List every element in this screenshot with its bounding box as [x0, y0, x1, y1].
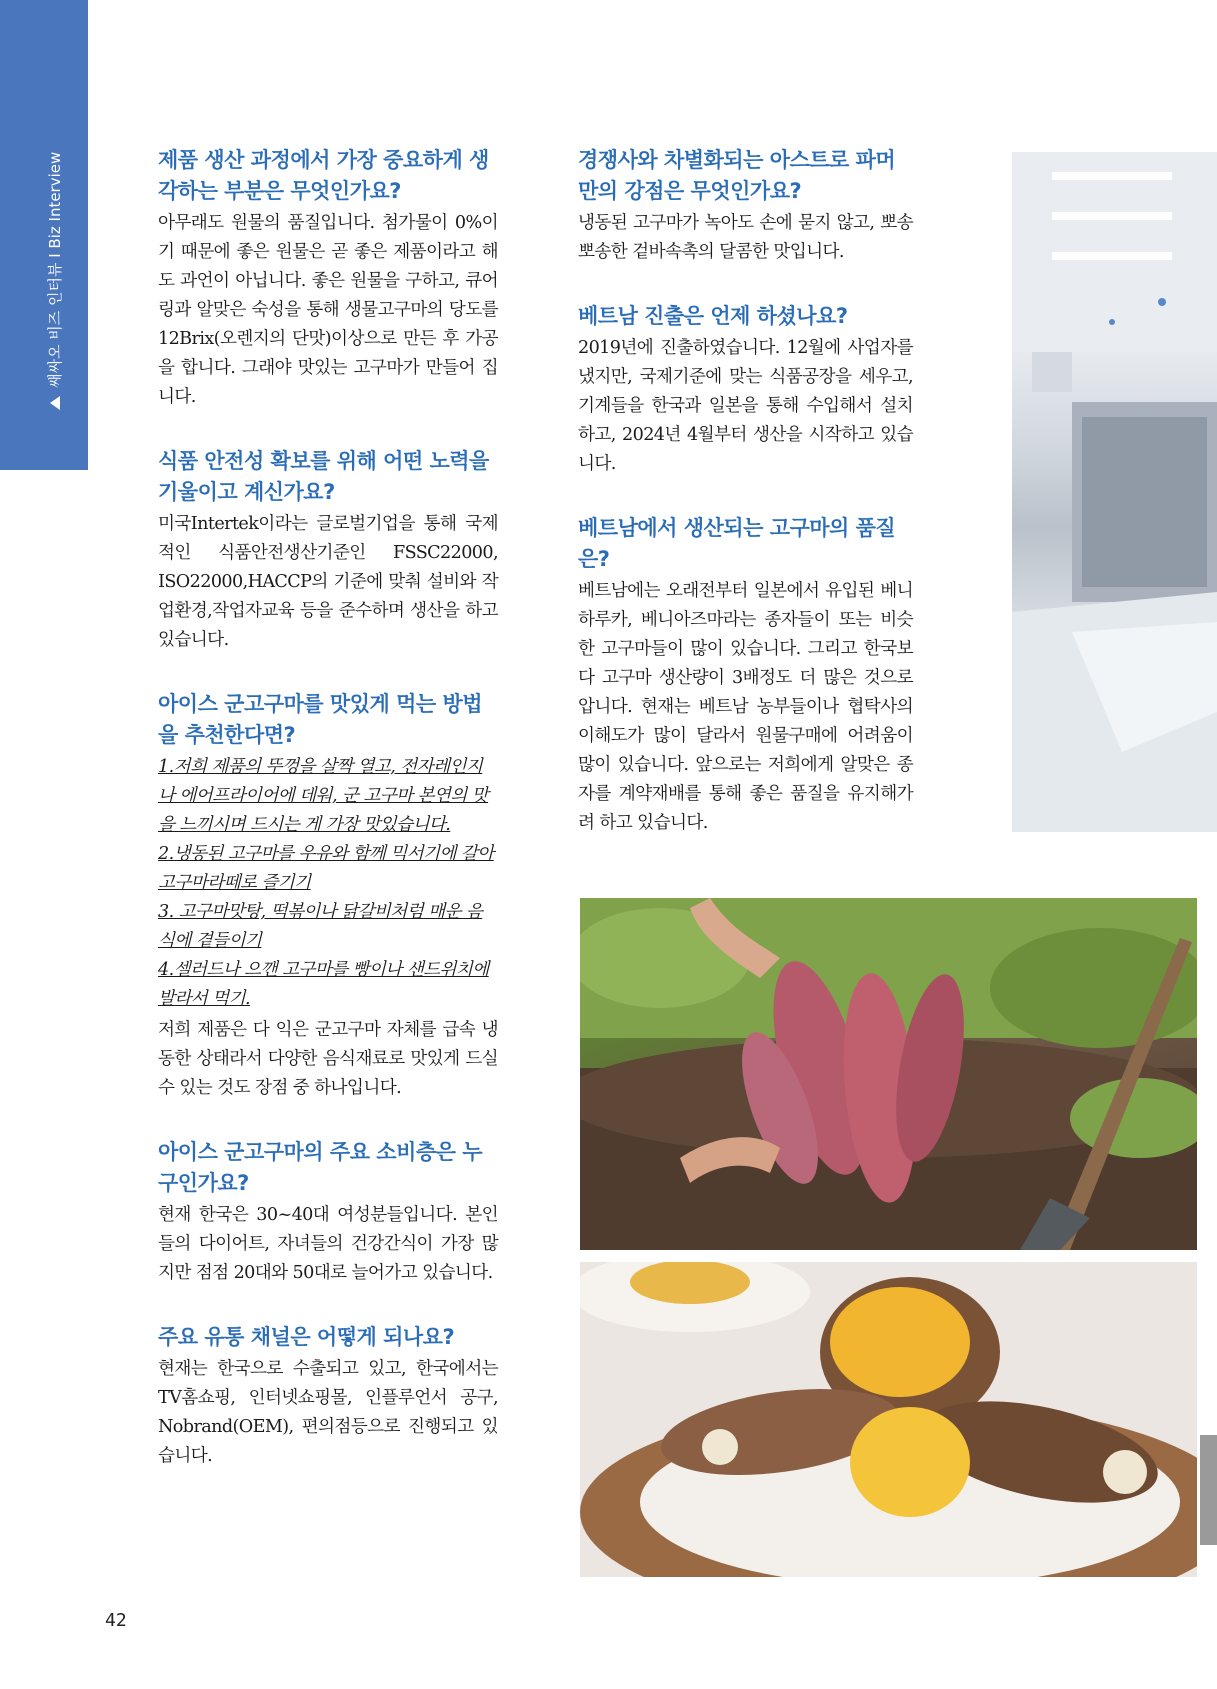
answer-text: 저희 제품은 다 익은 군고구마 자체를 급속 냉동한 상태라서 다양한 음식재료로 맛있게 드실 수 있는 것도 장점 중 하나입니다.: [158, 1020, 498, 1098]
qa-block: [158, 1322, 498, 1471]
answer-text: 냉동된 고구마가 녹아도 손에 묻지 않고, 뽀송뽀송한 겉바속촉의 달콤한 맛입니다.: [578, 213, 913, 262]
qa-block: [578, 301, 913, 479]
question-heading: 베트남 진출은 언제 하셨나요?: [578, 304, 848, 328]
qa-block: [158, 689, 498, 1103]
question-heading: 경쟁사와 차별화되는 아스트로 파머만의 강점은 무엇인가요?: [578, 148, 896, 203]
qa-block: [158, 446, 498, 655]
edge-marker: [1200, 1435, 1217, 1545]
baked-sweet-potato-illustration: [580, 1262, 1197, 1577]
answer-text: 베트남에는 오래전부터 일본에서 유입된 베니하루카, 베니아즈마라는 종자들이 또는 비슷한 고구마들이 많이 있습니다. 그리고 한국보다 고구마 생산량이 3배정도 더 많은 것으로 압니다. 현재는 베트남 농부들이나 협탁사의 이해도가 많이 달라서 원물구매에 어려움이 많이 있습니다. 앞으로는 저희에게 알맞은 종자를 계약재배를 통해 좋은 품질을 유지해가려 하고 있습니다.: [578, 581, 913, 833]
section-tab: [0, 0, 88, 470]
tip-item: 3. 고구마맛탕, 떡볶이나 닭갈비처럼 매운 음식에 곁들이기: [158, 902, 483, 951]
mountain-icon: [50, 396, 60, 410]
baked-sweet-potato-photo: [580, 1262, 1197, 1577]
qa-block: [158, 145, 498, 412]
tip-item: 1.저희 제품의 뚜껑을 살짝 열고, 전자레인지나 에어프라이어에 데워, 군 고구마 본연의 맛을 느끼시며 드시는 게 가장 맛있습니다.: [158, 757, 489, 835]
question-heading: 아이스 군고구마의 주요 소비층은 누구인가요?: [158, 1140, 483, 1195]
factory-photo: [1012, 152, 1217, 832]
question-heading: 주요 유통 채널은 어떻게 되나요?: [158, 1325, 455, 1349]
answer-text: 미국Intertek이라는 글로벌기업을 통해 국제적인 식품안전생산기준인 FSSC22000, ISO22000,HACCP의 기준에 맞춰 설비와 작업환경,작업자교육 등을 준수하며 생산을 하고 있습니다.: [158, 514, 498, 650]
page-number: 42: [105, 1610, 127, 1631]
harvest-illustration: [580, 898, 1197, 1250]
question-heading: 베트남에서 생산되는 고구마의 품질은?: [578, 516, 896, 571]
middle-column: [578, 145, 913, 872]
section-label-text: 쌔싸오 비즈 인터뷰 I Biz Interview: [46, 151, 64, 388]
tips-list: [158, 753, 498, 1014]
tip-item: 2.냉동된 고구마를 우유와 함께 믹서기에 갈아 고구마라떼로 즐기기: [158, 844, 494, 893]
question-heading: 아이스 군고구마를 맛있게 먹는 방법을 추천한다면?: [158, 692, 483, 747]
tip-item: 4.셀러드나 으깬 고구마를 빵이나 샌드위치에 발라서 먹기.: [158, 960, 489, 1009]
factory-illustration: [1012, 152, 1217, 832]
harvest-photo: [580, 898, 1197, 1250]
answer-text: 2019년에 진출하였습니다. 12월에 사업자를 냈지만, 국제기준에 맞는 식품공장을 세우고, 기계들을 한국과 일본을 통해 수입해서 설치하고, 2024년 4월부터 생산을 시작하고 있습니다.: [578, 338, 913, 474]
question-heading: 제품 생산 과정에서 가장 중요하게 생각하는 부분은 무엇인가요?: [158, 148, 489, 203]
qa-block: [158, 1137, 498, 1288]
qa-block: [578, 513, 913, 838]
question-heading: 식품 안전성 확보를 위해 어떤 노력을 기울이고 계신가요?: [158, 449, 489, 504]
answer-text: 현재 한국은 30~40대 여성분들입니다. 본인들의 다이어트, 자녀들의 건강간식이 가장 많지만 점점 20대와 50대로 늘어가고 있습니다.: [158, 1205, 498, 1283]
answer-text: 아무래도 원물의 품질입니다. 첨가물이 0%이기 때문에 좋은 원물은 곧 좋은 제품이라고 해도 과언이 아닙니다. 좋은 원물을 구하고, 큐어링과 알맞은 숙성을 통해 생물고구마의 당도를 12Brix(오렌지의 단맛)이상으로 만든 후 가공을 합니다. 그래야 맛있는 고구마가 만들어 집니다.: [158, 213, 498, 407]
qa-block: [578, 145, 913, 267]
section-label: [44, 152, 65, 410]
answer-text: 현재는 한국으로 수출되고 있고, 한국에서는 TV홈쇼핑, 인터넷쇼핑몰, 인플루언서 공구, Nobrand(OEM), 편의점등으로 진행되고 있습니다.: [158, 1359, 498, 1466]
left-column: [158, 145, 498, 1505]
